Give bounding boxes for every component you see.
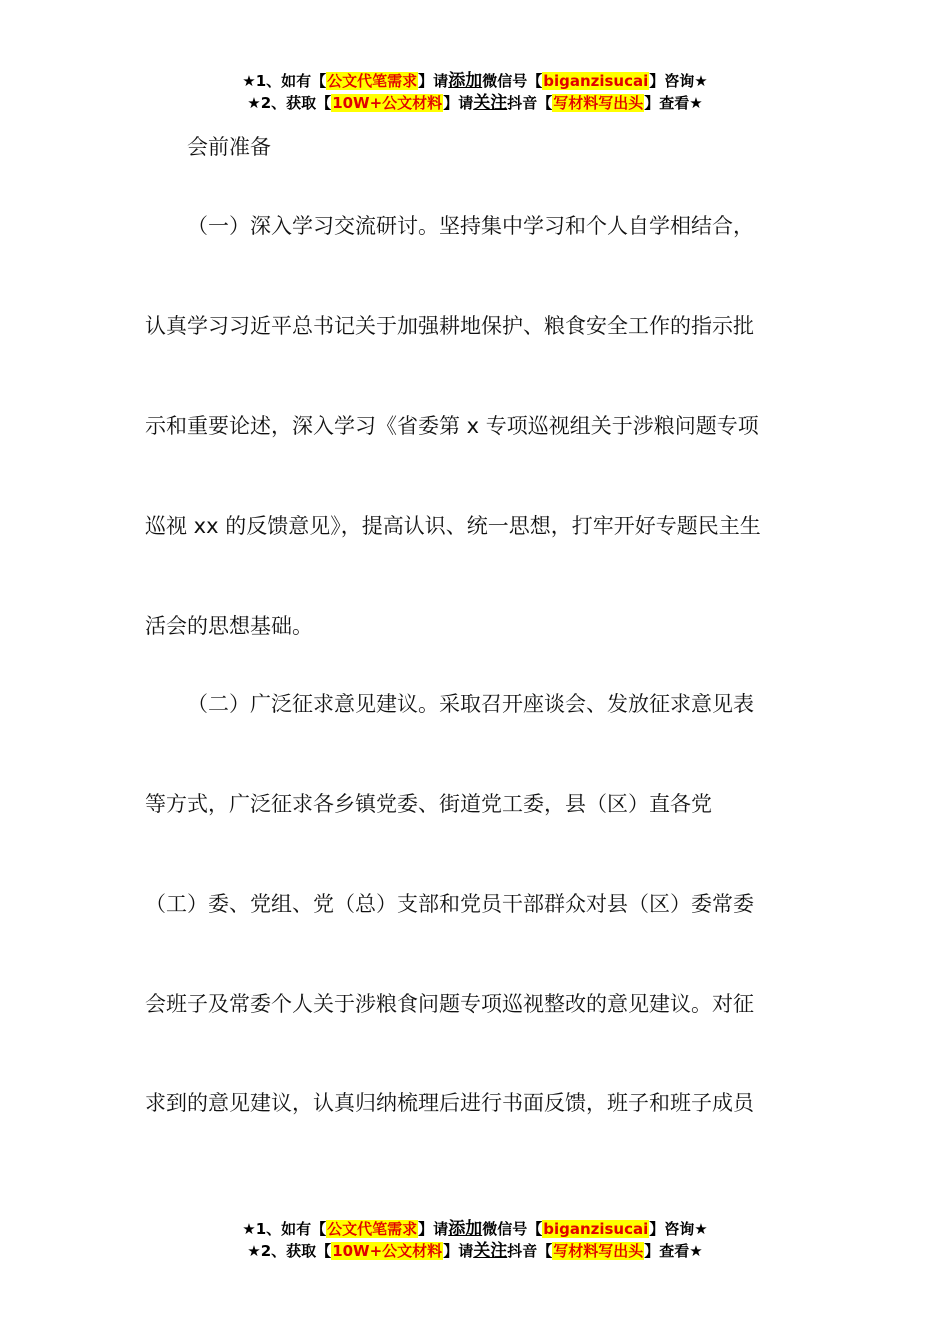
paragraph-line: 会班子及常委个人关于涉粮食问题专项巡视整改的意见建议。对征 bbox=[145, 992, 754, 1016]
highlight-douyin-account: 写材料写出头 bbox=[553, 1242, 644, 1260]
section-heading: 会前准备 bbox=[187, 135, 271, 159]
header-banner bbox=[0, 70, 950, 114]
underline-add: 添加 bbox=[448, 1219, 483, 1239]
highlight-wechat-id: biganzisucai bbox=[543, 1220, 649, 1238]
underline-follow: 关注 bbox=[473, 1241, 508, 1261]
paragraph-line: （一）深入学习交流研讨。坚持集中学习和个人自学相结合， bbox=[187, 214, 754, 238]
banner-line-2: ★2、获取【10W+公文材料】请关注抖音【写材料写出头】查看★ bbox=[247, 93, 703, 113]
paragraph-line: （工）委、党组、党（总）支部和党员干部群众对县（区）委常委 bbox=[145, 892, 754, 916]
paragraph-line: 等方式，广泛征求各乡镇党委、街道党工委，县（区）直各党 bbox=[145, 792, 712, 816]
underline-follow: 关注 bbox=[473, 93, 508, 113]
banner-line-1: ★1、如有【公文代笔需求】请添加微信号【biganzisucai】咨询★ bbox=[242, 1219, 708, 1239]
footer-banner bbox=[0, 1218, 950, 1262]
highlight-douyin-account: 写材料写出头 bbox=[553, 94, 644, 112]
paragraph-line: 求到的意见建议，认真归纳梳理后进行书面反馈，班子和班子成员 bbox=[145, 1091, 754, 1115]
highlight-wechat-id: biganzisucai bbox=[543, 72, 649, 90]
highlight-service: 公文代笔需求 bbox=[327, 72, 418, 90]
underline-add: 添加 bbox=[448, 71, 483, 91]
paragraph-line: （二）广泛征求意见建议。采取召开座谈会、发放征求意见表 bbox=[187, 692, 754, 716]
paragraph-line: 活会的思想基础。 bbox=[145, 614, 313, 638]
highlight-service: 公文代笔需求 bbox=[327, 1220, 418, 1238]
paragraph-line: 认真学习习近平总书记关于加强耕地保护、粮食安全工作的指示批 bbox=[145, 314, 754, 338]
banner-line-2: ★2、获取【10W+公文材料】请关注抖音【写材料写出头】查看★ bbox=[247, 1241, 703, 1261]
highlight-materials: 10W+公文材料 bbox=[332, 1242, 443, 1260]
banner-line-1: ★1、如有【公文代笔需求】请添加微信号【biganzisucai】咨询★ bbox=[242, 71, 708, 91]
paragraph-line: 示和重要论述，深入学习《省委第 x 专项巡视组关于涉粮问题专项 bbox=[145, 414, 759, 438]
highlight-materials: 10W+公文材料 bbox=[332, 94, 443, 112]
paragraph-line: 巡视 xx 的反馈意见》，提高认识、统一思想，打牢开好专题民主生 bbox=[145, 514, 761, 538]
